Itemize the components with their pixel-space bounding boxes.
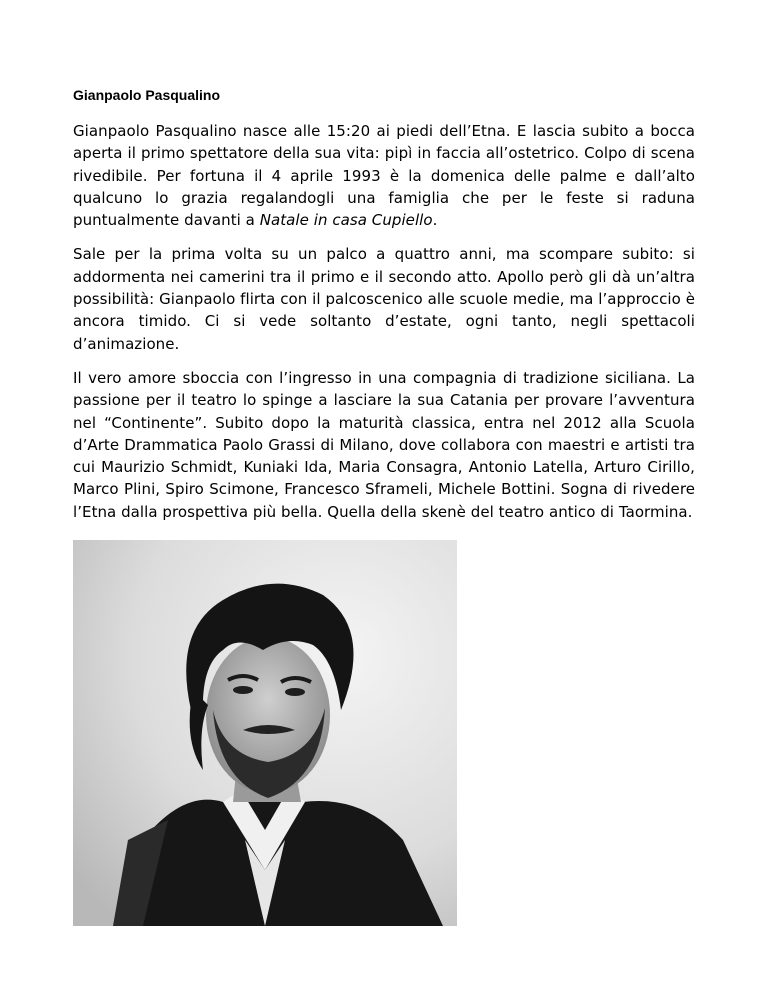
document-title: Gianpaolo Pasqualino [73, 87, 221, 103]
paragraph-3: Il vero amore sboccia con l’ingresso in una compagnia di tradizione siciliana. La passione per il teatro lo spinge a lasciare la sua Catania per provare l’avventura nel “Continente”. Subito dopo la maturità classica, entra nel 2012 alla Scuola d’Arte Drammatica Paolo Grassi di Milano, dove collabora con maestri e artisti tra cui Maurizio Schmidt, Kuniaki Ida, Maria Consagra, Antonio Latella, Arturo Cirillo, Marco Plini, Spiro Scimone, Francesco Sframeli, Michele Bottini. Sogna di rivedere l’Etna dalla prospettiva più bella. Quella della skenè del teatro antico di Taormina. [73, 368, 695, 521]
portrait-photo [73, 540, 457, 926]
document-body [73, 86, 695, 535]
paragraph-2: Sale per la prima volta su un palco a quattro anni, ma scompare subito: si addormenta nei camerini tra il primo e il secondo atto. Apollo però gli dà un’altra possibilità: Gianpaolo flirta con il palcoscenico alle scuole medie, ma l’approccio è ancora timido. Ci si vede soltanto d’estate, ogni tanto, negli spettacoli d’animazione. [73, 245, 695, 353]
portrait-photo-drawing [73, 540, 457, 926]
paragraph-1-italic-title: Natale in casa Cupiello [259, 211, 433, 230]
paragraph-1-end: . [432, 211, 438, 230]
paragraph-1-text: Gianpaolo Pasqualino nasce alle 15:20 ai piedi dell’Etna. E lascia subito a bocca aperta il primo spettatore della sua vita: pipì in faccia all’ostetrico. Colpo di scena rivedibile. Per fortuna il 4 aprile 1993 è la domenica delle palme e dall’alto qualcuno lo grazia regalandogli una famiglia che per le feste si raduna puntualmente davanti a [73, 122, 695, 230]
paragraph-1 [73, 120, 695, 231]
